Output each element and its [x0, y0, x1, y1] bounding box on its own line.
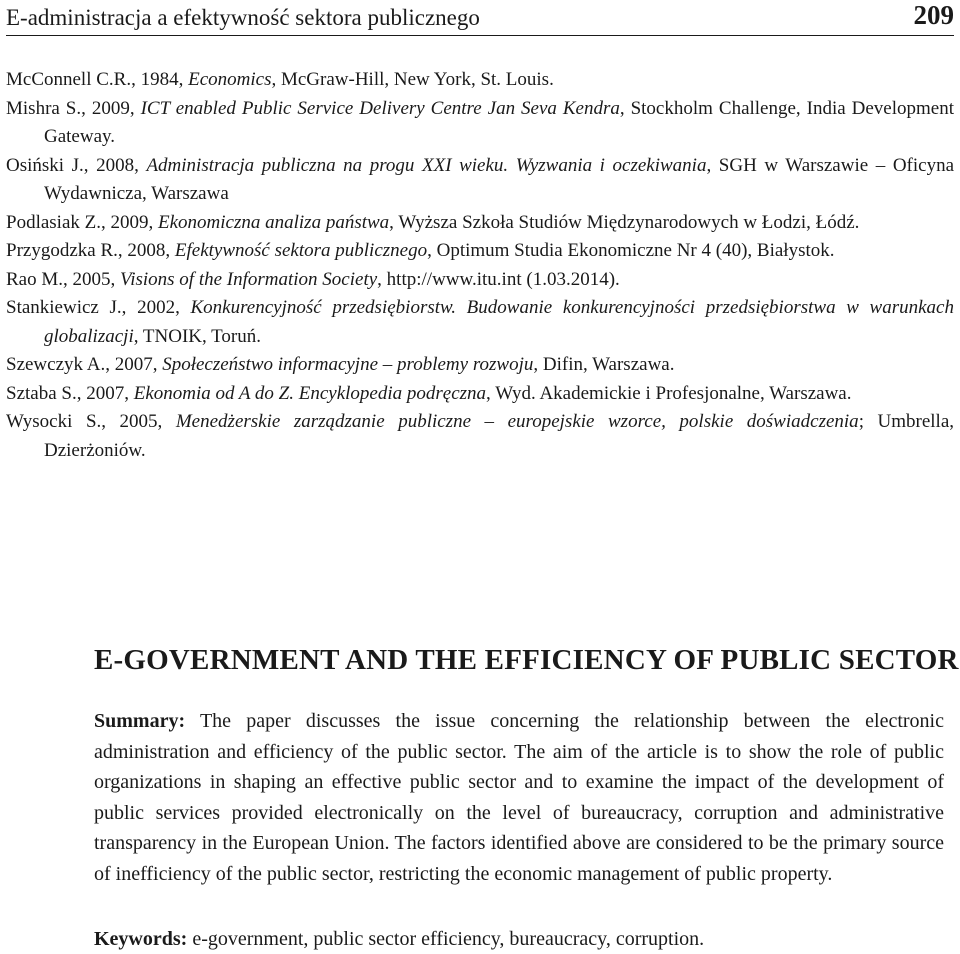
- reference-author: Sztaba S.: [6, 382, 77, 404]
- reference-year: , 2009,: [101, 211, 158, 233]
- reference-publisher: , Stockholm Challenge, India Development Gateway.: [44, 97, 954, 147]
- summary-paragraph: [94, 706, 944, 889]
- reference-item: [6, 351, 954, 380]
- reference-item: [6, 66, 954, 95]
- reference-publisher: , TNOIK, Toruń.: [133, 325, 262, 347]
- reference-publisher: ; Umbrella, Dzierżoniów.: [44, 411, 955, 461]
- reference-year: , 2009,: [81, 97, 141, 119]
- reference-publisher: , Wyższa Szkoła Studiów Międzynarodowych w Łodzi, Łódź.: [389, 211, 860, 233]
- reference-publisher: , Wyd. Akademickie i Profesjonalne, Warszawa.: [486, 382, 852, 404]
- keywords-text: e-government, public sector efficiency, bureaucracy, corruption.: [187, 928, 705, 950]
- reference-author: Stankiewicz J.: [6, 297, 122, 318]
- reference-publisher: , Difin, Warszawa.: [533, 354, 675, 375]
- reference-title: ICT enabled Public Service Delivery Centre Jan Seva Kendra: [140, 97, 620, 119]
- summary-label: Summary:: [94, 710, 186, 732]
- reference-author: Przygodzka R.: [6, 240, 118, 261]
- reference-item: [6, 294, 954, 351]
- reference-year: , 2007,: [105, 354, 163, 375]
- reference-item: [6, 266, 954, 295]
- reference-publisher: , Optimum Studia Ekonomiczne Nr 4 (40), Białystok.: [427, 240, 835, 261]
- running-header: [6, 0, 954, 36]
- running-title: E-administracja a efektywność sektora publicznego: [6, 5, 480, 30]
- reference-publisher: , http://www.itu.int (1.03.2014).: [377, 268, 620, 290]
- reference-item: [6, 209, 954, 238]
- reference-author: Podlasiak Z.: [6, 211, 101, 233]
- reference-year: , 2007,: [76, 382, 134, 404]
- reference-year: , 2008,: [117, 240, 175, 261]
- reference-title: Visions of the Information Society: [120, 268, 378, 290]
- reference-item: [6, 408, 954, 465]
- english-title: E-GOVERNMENT AND THE EFFICIENCY OF PUBLIC SECTOR: [94, 644, 959, 676]
- summary-text: The paper discusses the issue concerning the relationship between the electronic administration and efficiency of the public sector. The aim of the article is to show the role of public organizations in shaping an effective public sector and to examine the impact of the development of public services provided electronically on the level of bureaucracy, corruption and administrative transparency in the European Union. The factors identified above are considered to be the primary source of inefficiency of the public sector, restricting the economic management of public property.: [94, 710, 944, 885]
- reference-author: McConnell C.R.: [6, 69, 132, 90]
- reference-author: Rao M.: [6, 268, 63, 290]
- reference-year: , 2002,: [121, 297, 191, 318]
- reference-author: Osiński J.: [6, 154, 84, 176]
- reference-title: Efektywność sektora publicznego: [174, 240, 428, 261]
- page-number: 209: [913, 0, 954, 30]
- reference-year: , 2005,: [63, 268, 120, 290]
- reference-title: Menedżerskie zarządzanie publiczne – europejskie wzorce, polskie doświadczenia: [175, 411, 859, 432]
- reference-title: Ekonomiczna analiza państwa: [158, 211, 390, 233]
- reference-title: Konkurencyjność przedsiębiorstw. Budowanie konkurencyjności przedsiębiorstwa w warunkach globalizacji: [44, 297, 954, 347]
- reference-item: [6, 95, 954, 152]
- reference-item: [6, 152, 954, 209]
- reference-publisher: , McGraw-Hill, New York, St. Louis.: [271, 69, 554, 90]
- reference-publisher: , SGH w Warszawie – Oficyna Wydawnicza, Warszawa: [44, 154, 955, 204]
- reference-author: Szewczyk A.: [6, 354, 106, 375]
- reference-title: Economics: [188, 69, 272, 90]
- reference-author: Mishra S.: [6, 97, 82, 119]
- keywords-label: Keywords:: [94, 928, 188, 950]
- reference-list: [6, 66, 954, 465]
- reference-item: [6, 237, 954, 266]
- reference-title: Społeczeństwo informacyjne – problemy rozwoju: [162, 354, 534, 375]
- reference-year: , 2008,: [83, 154, 147, 176]
- reference-author: Wysocki S.: [6, 411, 102, 432]
- reference-year: , 2005,: [101, 411, 176, 432]
- reference-title: Ekonomia od A do Z. Encyklopedia podręczna: [133, 382, 487, 404]
- reference-year: , 1984,: [131, 69, 189, 90]
- reference-item: [6, 380, 954, 409]
- keywords-paragraph: [94, 924, 944, 954]
- reference-title: Administracja publiczna na progu XXI wieku. Wyzwania i oczekiwania: [146, 154, 707, 176]
